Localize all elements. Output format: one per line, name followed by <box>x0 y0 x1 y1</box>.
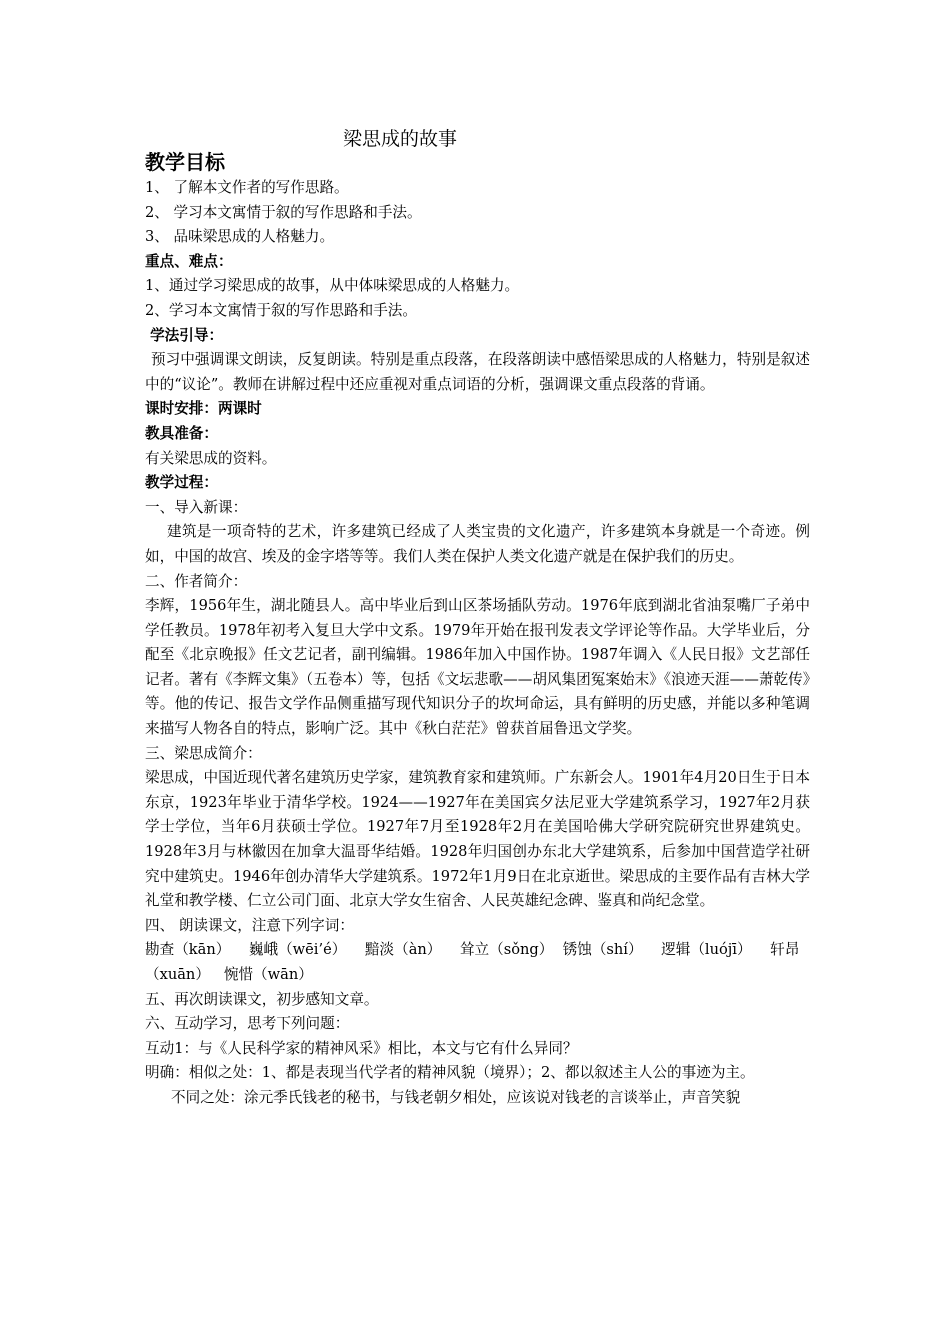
answer-1: 明确：相似之处：1、都是表现当代学者的精神风貌（境界）；2、都以叙述主人公的事迹为主。 <box>145 1064 755 1082</box>
process-heading: 教学过程： <box>145 474 218 492</box>
section-3-heading: 三、梁思成简介： <box>145 744 262 762</box>
section-6: 六、互动学习，思考下列问题： <box>145 1015 350 1033</box>
word-item: 锈蚀（shí） <box>562 941 643 959</box>
key-point: 1、通过学习梁思成的故事，从中体味梁思成的人格魅力。 <box>145 277 520 295</box>
section-3-text: 梁思成，中国近现代著名建筑历史学家，建筑教育家和建筑师。广东新会人。1901年4月20日生于日本东京，1923年毕业于清华学校。1924——1927年在美国宾夕法尼亚大学建筑系学习，1927年2月获学士学位，当年6月获硕士学位。1927年7月至1928年2月在美国哈佛大学研究院研究世界建筑史。1928年3月与林徽因在加拿大温哥华结婚。1928年归国创办东北大学建筑系，后参加中国营造学社研究中建筑史。1946年创办清华大学建筑系。1972年1月9日在北京逝世。梁思成的主要作品有吉林大学礼堂和教学楼、仁立公司门面、北京大学女生宿舍、人民英雄纪念碑、鉴真和尚纪念堂。 <box>145 769 810 910</box>
method-text: 预习中强调课文朗读，反复朗读。特别是重点段落，在段落朗读中感悟梁思成的人格魅力，特别是叙述中的“议论”。教师在讲解过程中还应重视对重点词语的分析，强调课文重点段落的背诵。 <box>145 351 810 393</box>
goal-item: 2、 学习本文寓情于叙的写作思路和手法。 <box>145 203 422 221</box>
word-item: 轩昂（xuān） <box>145 941 800 983</box>
word-item: 巍峨（wēi’é） <box>248 941 347 959</box>
section-2-heading: 二、作者简介： <box>145 572 248 590</box>
schedule: 课时安排：两课时 <box>145 400 262 418</box>
word-list <box>145 938 810 987</box>
word-item: 逻辑（luójī） <box>661 941 752 959</box>
word-item: 勘查（kān） <box>145 941 231 959</box>
section-5: 五、再次朗读课文，初步感知文章。 <box>145 990 379 1008</box>
section-1-text: 建筑是一项奇特的艺术，许多建筑已经成了人类宝贵的文化遗产，许多建筑本身就是一个奇迹。例如，中国的故宫、埃及的金字塔等等。我们人类在保护人类文化遗产就是在保护我们的历史。 <box>145 523 810 565</box>
word-item: 耸立（sǒng） <box>459 941 554 959</box>
section-1-heading: 一、导入新课： <box>145 498 248 516</box>
document-title: 梁思成的故事 <box>342 128 457 150</box>
section-2-text: 李辉，1956年生，湖北随县人。高中毕业后到山区茶场插队劳动。1976年底到湖北省油泵嘴厂子弟中学任教员。1978年初考入复旦大学中文系。1979年开始在报刊发表文学评论等作品。大学毕业后，分配至《北京晚报》任文艺记者，副刊编辑。1986年加入中国作协。1987年调入《人民日报》文艺部任记者。著有《李辉文集》（五卷本）等，包括《文坛悲歌——胡风集团冤案始末》《浪迹天涯——萧乾传》等。他的传记、报告文学作品侧重描写现代知识分子的坎坷命运，具有鲜明的历史感，并能以多种笔调来描写人物各自的特点，影响广泛。其中《秋白茫茫》曾获首届鲁迅文学奖。 <box>145 597 810 738</box>
method-heading: 学法引导： <box>145 326 224 344</box>
goal-item: 3、 品味梁思成的人格魅力。 <box>145 228 335 246</box>
document-body <box>145 148 810 1111</box>
goals-heading: 教学目标 <box>145 150 225 174</box>
answer-2: 不同之处：涂元季氏钱老的秘书，与钱老朝夕相处，应该说对钱老的言谈举止，声音笑貌 <box>171 1088 741 1106</box>
key-heading: 重点、难点： <box>145 252 233 270</box>
question-1: 互动1：与《人民科学家的精神风采》相比，本文与它有什么异同？ <box>145 1039 578 1057</box>
tools-heading: 教具准备： <box>145 424 218 442</box>
section-4-heading: 四、 朗读课文，注意下列字词： <box>145 916 354 934</box>
key-point: 2、学习本文寓情于叙的写作思路和手法。 <box>145 301 417 319</box>
tools-text: 有关梁思成的资料。 <box>145 449 277 467</box>
word-item: 黯淡（àn） <box>364 941 442 959</box>
goal-item: 1、 了解本文作者的写作思路。 <box>145 179 349 196</box>
word-item: 惋惜（wān） <box>223 966 313 983</box>
